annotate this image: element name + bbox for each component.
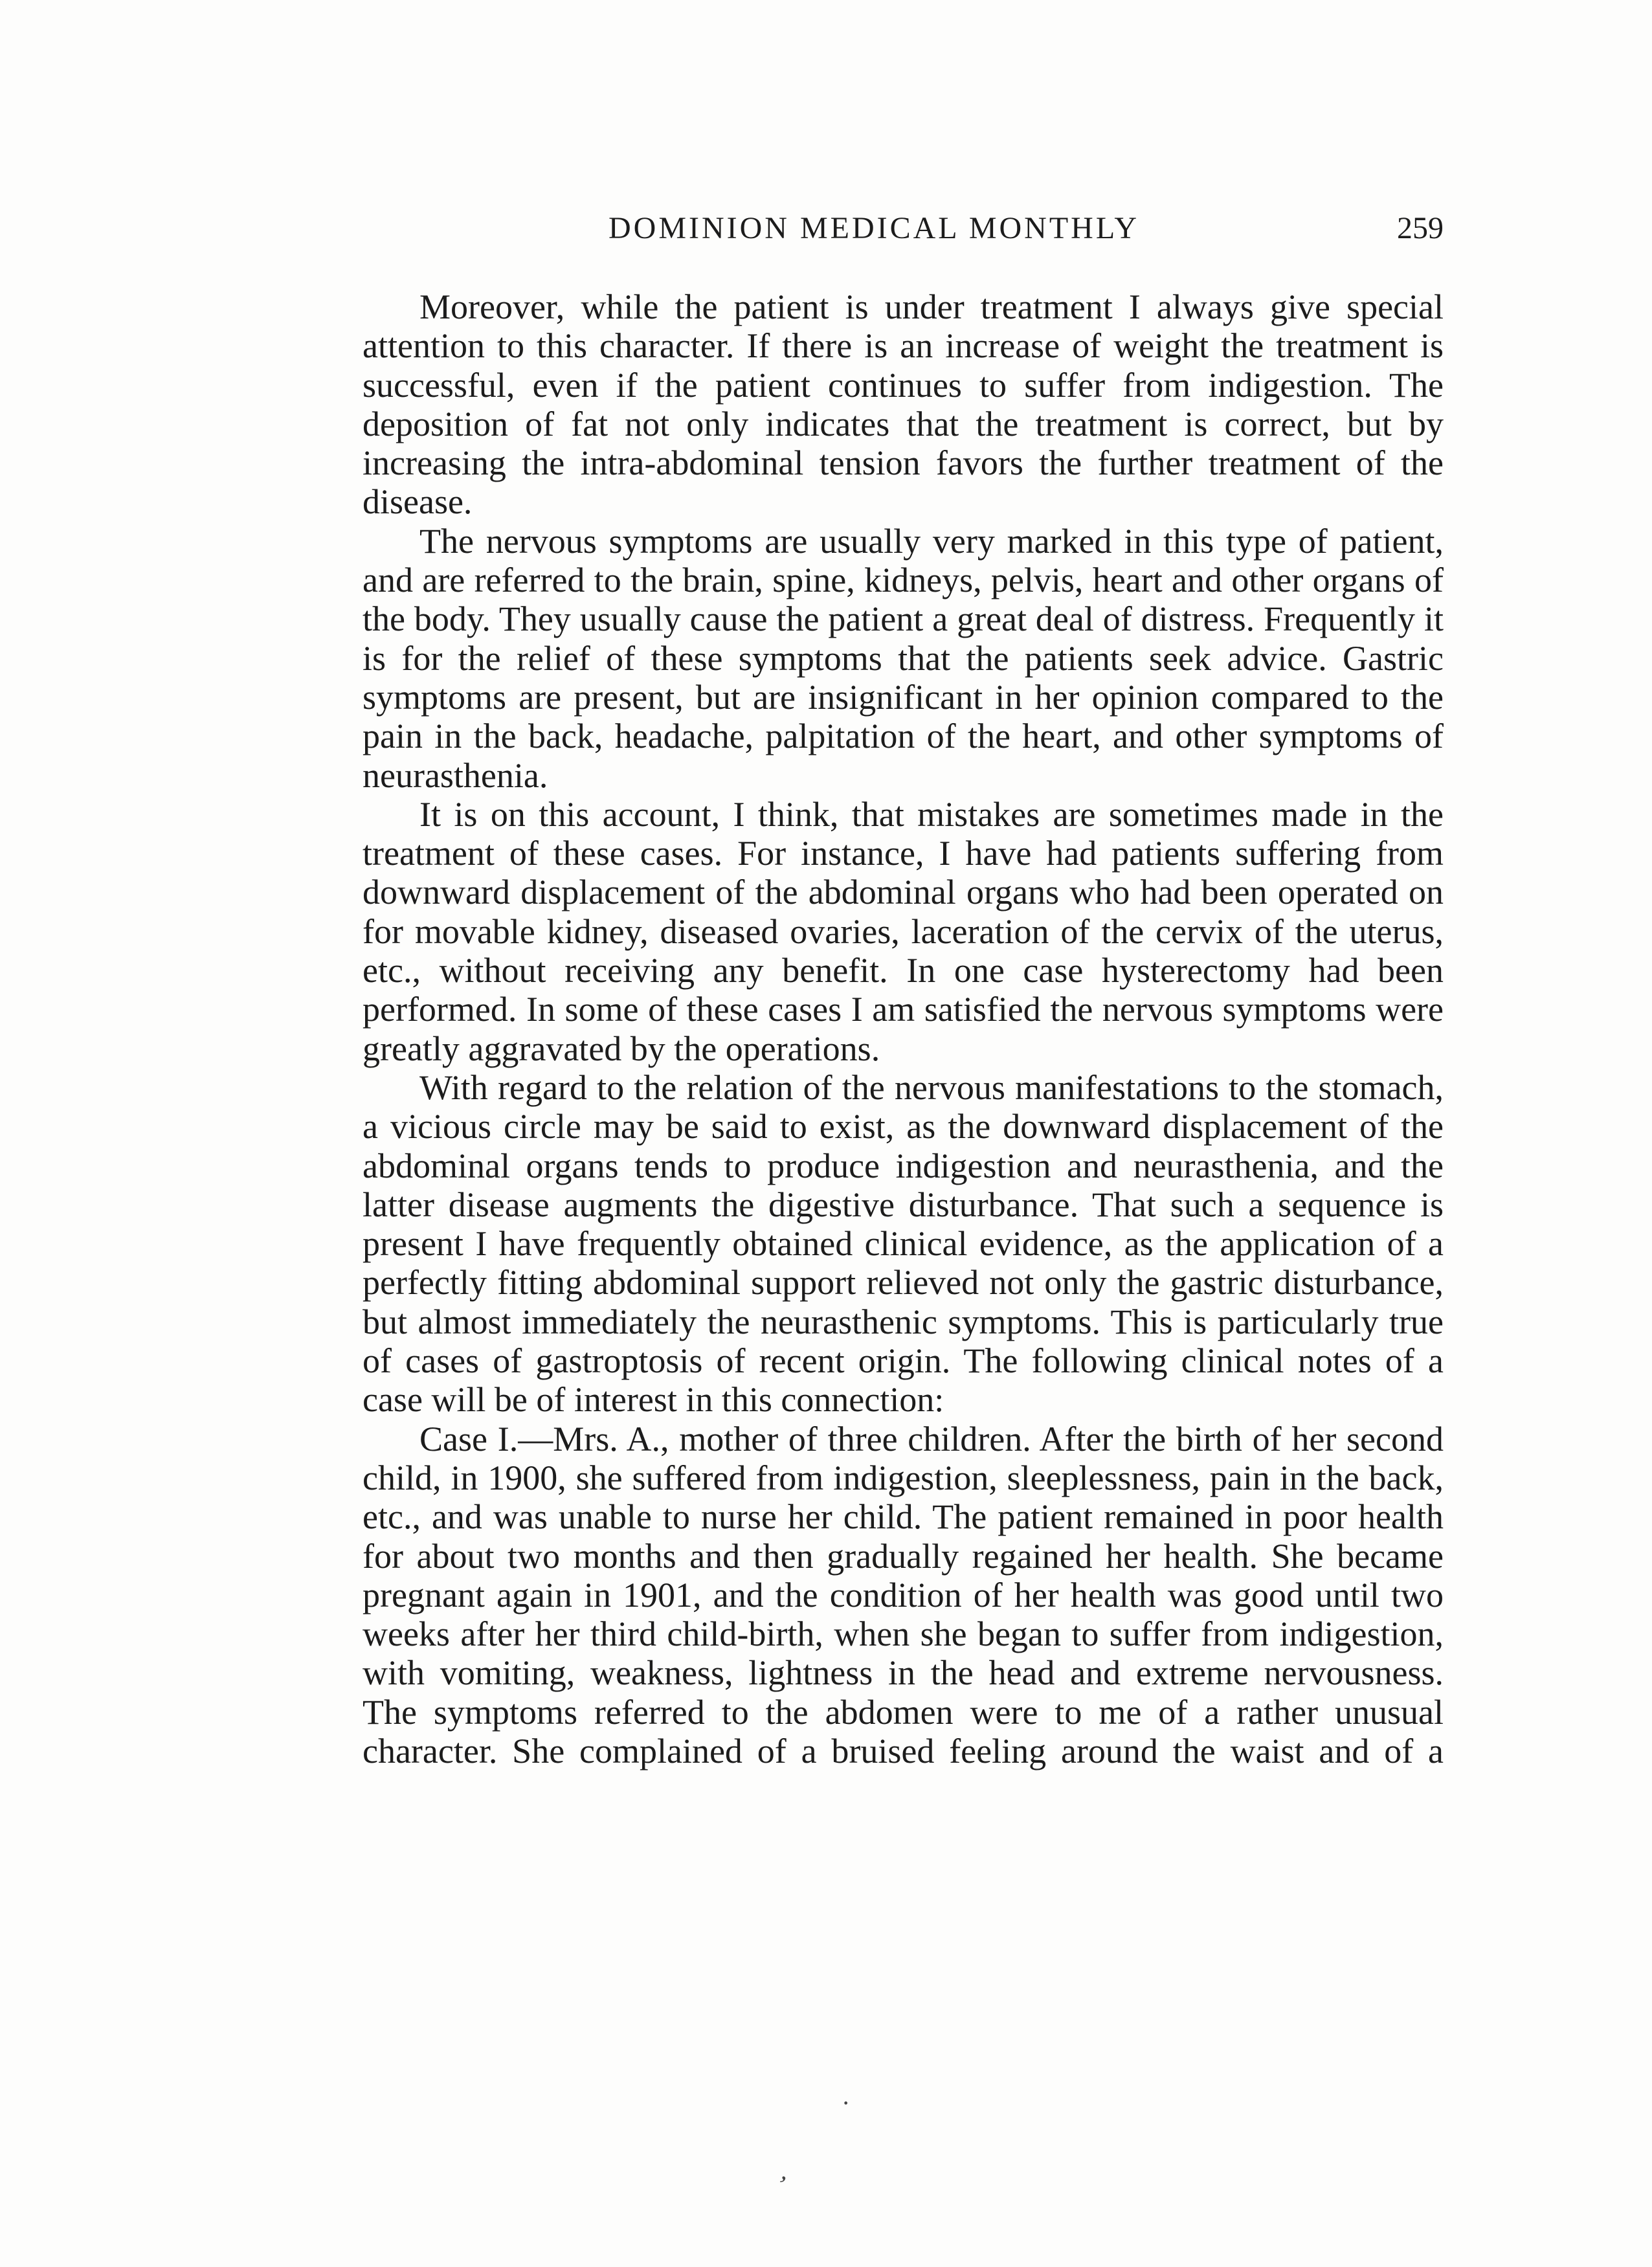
running-head <box>363 206 1444 251</box>
paragraph-vicious-circle: With regard to the relation of the nervous manifestations to the stomach, a vicious circle may be said to exist, as the downward displacement of the abdominal organs tends to produce indigestion and neurasthenia, and the latter disease augments the digestive disturbance. That such a sequence is present I have frequently obtained clinical evidence, as the application of a perfectly fitting abdominal support relieved not only the gastric disturbance, but almost immediately the neurasthenic symptoms. This is particularly true of cases of gastroptosis of recent origin. The following clinical notes of a case will be of interest in this connection: <box>363 1067 1444 1420</box>
scan-speck-mark: · <box>842 2088 851 2117</box>
paragraph-weight-treatment: Moreover, while the patient is under treatment I always give special attention to this character. If there is an increase of weight the treatment is successful, even if the patient continues to suffer from indigestion. The deposition of fat not only indicates that the treatment is correct, but by increasing the intra-abdominal tension favors the further treatment of the disease. <box>363 287 1444 522</box>
page-number: 259 <box>1397 211 1444 245</box>
paragraph-nervous-symptoms: The nervous symptoms are usually very marked in this type of patient, and are referred to the brain, spine, kidneys, pelvis, heart and other organs of the body. They usually cause the patient a great deal of distress. Frequently it is for the relief of these symptoms that the patients seek advice. Gastric symptoms are present, but are insignificant in her opinion compared to the pain in the back, headache, palpitation of the heart, and other symptoms of neurasthenia. <box>363 521 1444 795</box>
journal-title: DOMINION MEDICAL MONTHLY <box>608 211 1140 245</box>
paragraph-treatment-mistakes: It is on this account, I think, that mistakes are sometimes made in the treatment of these cases. For instance, I have had patients suffering from downward displacement of the abdominal organs who had been operated on for movable kidney, diseased ovaries, laceration of the cervix of the uterus, etc., without receiving any benefit. In one case hysterectomy had been performed. In some of these cases I am satisfied the nervous symptoms were greatly aggravated by the operations. <box>363 794 1444 1068</box>
body-text <box>363 287 1444 1770</box>
paragraph-case-one: Case I.—Mrs. A., mother of three children. After the birth of her second child, in 1900, she suffered from indigestion, sleeplessness, pain in the back, etc., and was unable to nurse her child. The patient remained in poor health for about two months and then gradually regained her health. She became pregnant again in 1901, and the condition of her health was good until two weeks after her third child-birth, when she began to suffer from indigestion, with vomiting, weakness, lightness in the head and extreme nervousness. The symptoms referred to the abdomen were to me of a rather unusual character. She complained of a bruised feeling around the waist and of a <box>363 1419 1444 1770</box>
scan-speck-mark: , <box>778 2156 795 2186</box>
